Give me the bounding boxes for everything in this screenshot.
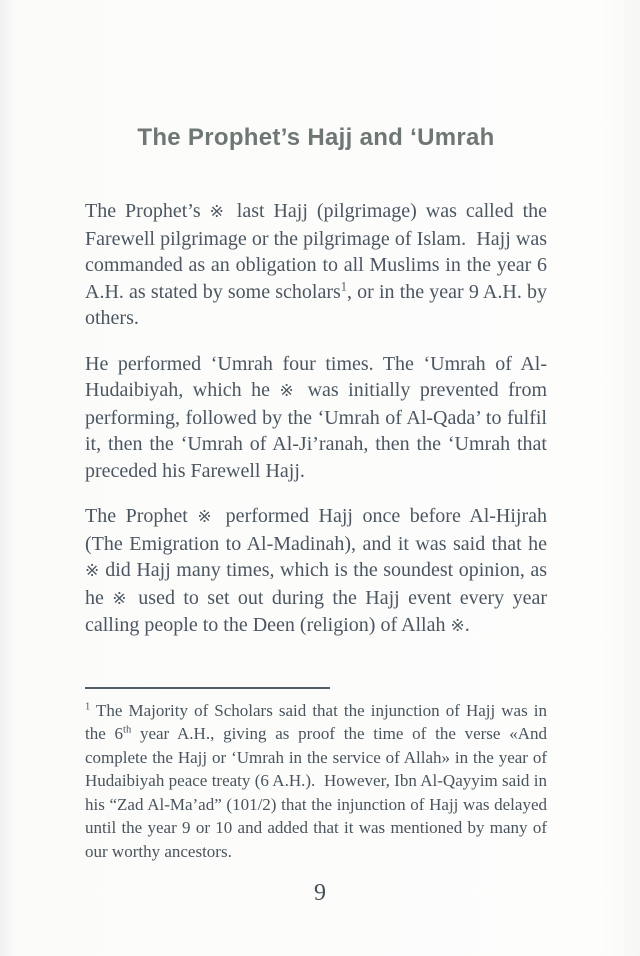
page-number: 9: [314, 880, 326, 906]
paragraph-umrah-four-times: He performed ‘Umrah four times. The ‘Umrah of Al-Hudaibiyah, which he ※ was initially prevented from performing, followed by the ‘Umrah of Al-Qada’ to fulfil it, then the ‘Umrah of Al-Ji’ranah, then the ‘Umrah that preceded his Farewell Hajj.: [85, 352, 547, 482]
pbuh-symbol: ※: [209, 202, 228, 221]
footnote-text: $^1$ The Majority of Scholars said that the injunction of Hajj was in the 6th year A.H., giving as proof the time of the verse «And complete the Hajj or ‘Umrah in the service of Allah» in the year of Hudaibiyah peace treaty (6 A.H.). However, Ibn Al-Qayyim said in his “Zad Al-Ma’ad” (101/2) that the injunction of Hajj was delayed until the year 9 or 10 and added that it was mentioned by many of our worthy ancestors.: [85, 700, 548, 861]
paragraph-hajj-commanded: The Prophet’s ※ last Hajj (pilgrimage) was called the Farewell pilgrimage or the pilgrimage of Islam. Hajj was commanded as an obligation to all Muslims in the year 6 A.H. as stated by some scholars$^1$, or in the year 9 A.H. by others.: [85, 200, 548, 329]
text-column: [85, 0, 547, 863]
pbuh-symbol: ※: [197, 507, 217, 526]
pbuh-symbol: ※: [112, 588, 130, 608]
footnote-reference: 1: [340, 278, 347, 293]
footnote-marker: 1: [85, 700, 91, 712]
swt-symbol: ※: [450, 616, 465, 635]
quran-open-bracket: «: [509, 724, 518, 743]
chapter-title: The Prophet’s Hajj and ‘Umrah: [137, 124, 495, 151]
pbuh-symbol: ※: [85, 561, 100, 580]
footnote-divider: [85, 687, 330, 689]
paragraph-hajj-before-hijrah: The Prophet ※ performed Hajj once before Al-Hijrah (The Emigration to Al-Madinah), and it was said that he ※ did Hajj many times, which is the soundest opinion, as he ※ used to set out during the Hajj event every year calling people to the Deen (religion) of Allah ※.: [85, 505, 548, 636]
ordinal-superscript: th: [123, 724, 132, 736]
pbuh-symbol: ※: [279, 381, 299, 400]
quran-close-bracket: »: [441, 747, 451, 767]
